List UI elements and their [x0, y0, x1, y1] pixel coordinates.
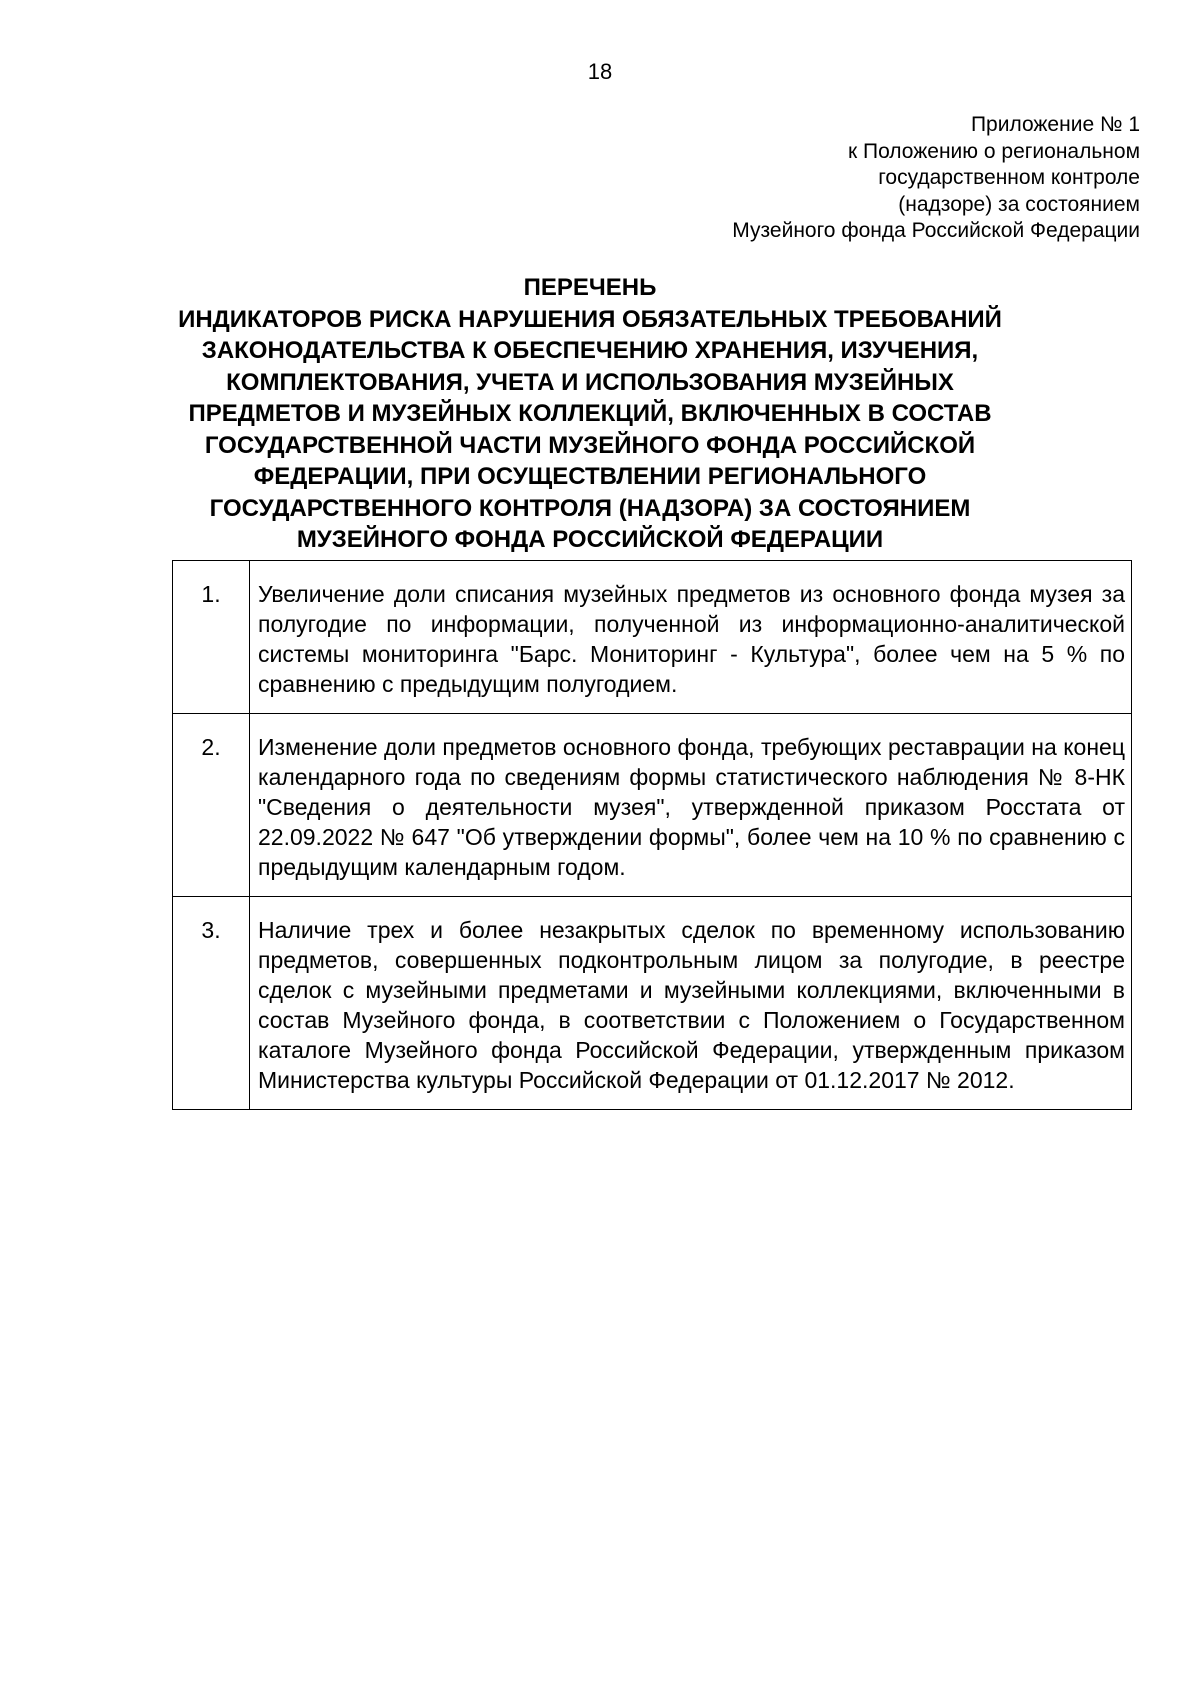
risk-indicators-table	[172, 560, 1132, 1110]
table-row	[173, 714, 1132, 897]
document-title	[150, 272, 1030, 556]
title-line: ПРЕДМЕТОВ И МУЗЕЙНЫХ КОЛЛЕКЦИЙ, ВКЛЮЧЕННЫХ В СОСТАВ	[188, 400, 992, 427]
indicator-text: Увеличение доли списания музейных предметов из основного фонда музея за полугодие по информации, полученной из информационно-аналитической системы мониторинга "Барс. Мониторинг - Культура", более чем на 5 % по сравнению с предыдущим полугодием.	[250, 561, 1132, 714]
title-line: ГОСУДАРСТВЕННОЙ ЧАСТИ МУЗЕЙНОГО ФОНДА РОССИЙСКОЙ	[204, 431, 976, 459]
title-line: МУЗЕЙНОГО ФОНДА РОССИЙСКОЙ ФЕДЕРАЦИИ	[296, 526, 884, 553]
title-line: ГОСУДАРСТВЕННОГО КОНТРОЛЯ (НАДЗОРА) ЗА СОСТОЯНИЕМ	[209, 494, 971, 522]
appendix-line: Музейного фонда Российской Федерации	[732, 219, 1140, 242]
table-row	[173, 561, 1132, 714]
indicator-text: Наличие трех и более незакрытых сделок по временному использованию предметов, совершенных подконтрольным лицом за полугодие, в реестре сделок с музейными предметами и музейными коллекциями, включенными в состав Музейного фонда, в соответствии с Положением о Государственном каталоге Музейного фонда Российской Федерации, утвержденным приказом Министерства культуры Российской Федерации от 01.12.2017 № 2012.	[250, 897, 1132, 1110]
indicator-number: 2.	[173, 714, 250, 897]
appendix-line: государственном контроле	[878, 166, 1140, 189]
title-line: ПЕРЕЧЕНЬ	[523, 274, 657, 301]
appendix-line: к Положению о региональном	[847, 139, 1140, 163]
indicator-number: 1.	[173, 561, 250, 714]
indicator-number: 3.	[173, 897, 250, 1110]
indicator-text: Изменение доли предметов основного фонда, требующих реставрации на конец календарного года по сведениям формы статистического наблюдения № 8-НК "Сведения о деятельности музея", утвержденной приказом Росстата от 22.09.2022 № 647 "Об утверждении формы", более чем на 10 % по сравнению с предыдущим календарным годом.	[250, 714, 1132, 897]
title-line: ЗАКОНОДАТЕЛЬСТВА К ОБЕСПЕЧЕНИЮ ХРАНЕНИЯ, ИЗУЧЕНИЯ,	[201, 337, 979, 364]
title-line: ФЕДЕРАЦИИ, ПРИ ОСУЩЕСТВЛЕНИИ РЕГИОНАЛЬНОГО	[253, 463, 927, 490]
title-line: КОМПЛЕКТОВАНИЯ, УЧЕТА И ИСПОЛЬЗОВАНИЯ МУЗЕЙНЫХ	[226, 368, 954, 396]
appendix-line: Приложение № 1	[970, 113, 1140, 136]
table-row	[173, 897, 1132, 1110]
page-number: 18	[587, 59, 613, 84]
title-line: ИНДИКАТОРОВ РИСКА НАРУШЕНИЯ ОБЯЗАТЕЛЬНЫХ ТРЕБОВАНИЙ	[178, 305, 1002, 333]
appendix-reference	[580, 112, 1140, 245]
appendix-line: (надзоре) за состоянием	[898, 192, 1140, 216]
